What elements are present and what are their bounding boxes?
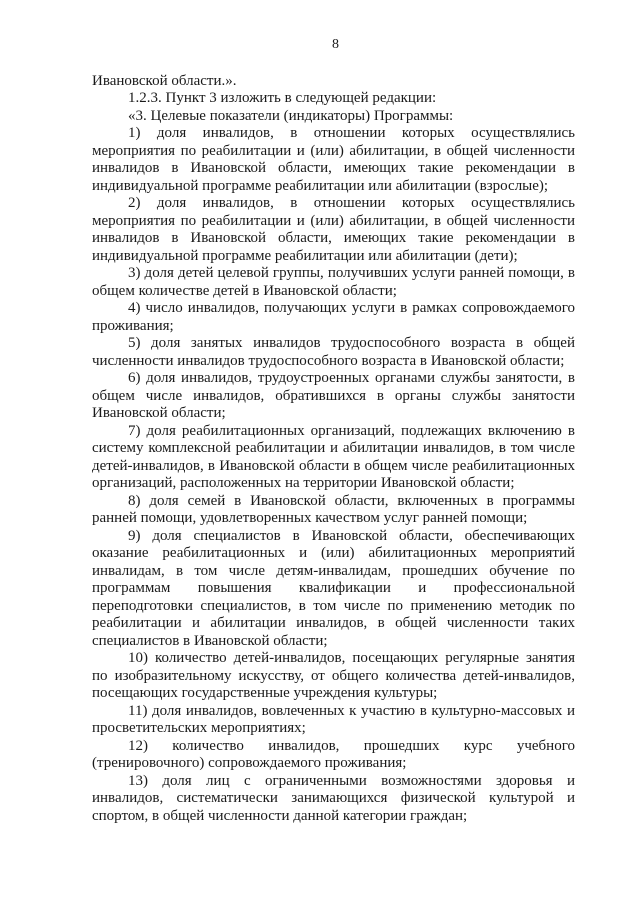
list-item: 5) доля занятых инвалидов трудоспособного возраста в общей численности инвалидов трудоспособного возраста в Ивановской области; [92, 335, 575, 369]
list-item: 12) количество инвалидов, прошедших курс учебного (тренировочного) сопровождаемого проживания; [92, 737, 575, 771]
list-item: 2) доля инвалидов, в отношении которых осуществлялись мероприятия по реабилитации и (или) абилитации, в общей численности инвалидов в Ивановской области, имеющих такие рекомендации в индивидуальной программе реабилитации или абилитации (дети); [92, 195, 575, 264]
paragraph: Ивановской области.». [92, 72, 237, 89]
list-item: 11) доля инвалидов, вовлеченных к участию в культурно-массовых и просветительских мероприятиях; [92, 702, 575, 736]
list-item: 7) доля реабилитационных организаций, подлежащих включению в систему комплексной реабилитации и абилитации инвалидов, в том числе детей-инвалидов, в Ивановской области в общем числе реабилитационных организаций, расположенных на территории Ивановской области; [92, 422, 575, 491]
list-item: 9) доля специалистов в Ивановской области, обеспечивающих оказание реабилитационных и (или) абилитационных мероприятий инвалидам, в том числе детям-инвалидам, прошедших обучение по программам повышения квалификации и профессиональной переподготовки специалистов, в том числе по применению методик по реабилитации и абилитации инвалидов, в общей численности таких специалистов в Ивановской области; [92, 527, 575, 649]
paragraph: 1.2.3. Пункт 3 изложить в следующей редакции: [128, 90, 437, 106]
list-item: 3) доля детей целевой группы, получивших услуги ранней помощи, в общем количестве детей в Ивановской области; [92, 265, 575, 299]
document-page [92, 36, 575, 825]
list-item: 10) количество детей-инвалидов, посещающих регулярные занятия по изобразительному искусству, от общего количества детей-инвалидов, посещающих государственные учреждения культуры; [92, 650, 575, 701]
page-number: 8 [332, 37, 339, 52]
list-item: 6) доля инвалидов, трудоустроенных органами службы занятости, в общем числе инвалидов, обратившихся в органы службы занятости Ивановской области; [92, 370, 575, 421]
document-body [92, 73, 575, 826]
list-item: 8) доля семей в Ивановской области, включенных в программы ранней помощи, удовлетворенных качеством услуг ранней помощи; [92, 492, 575, 526]
list-item: 13) доля лиц с ограниченными возможностями здоровья и инвалидов, систематически занимающихся физической культурой и спортом, в общей численности данной категории граждан; [92, 772, 575, 824]
list-item: 1) доля инвалидов, в отношении которых осуществлялись мероприятия по реабилитации и (или) абилитации, в общей численности инвалидов в Ивановской области, имеющих такие рекомендации в индивидуальной программе реабилитации или абилитации (взрослые); [92, 125, 575, 194]
list-item: 4) число инвалидов, получающих услуги в рамках сопровождаемого проживания; [92, 300, 575, 334]
paragraph: «3. Целевые показатели (индикаторы) Программы: [128, 107, 454, 124]
